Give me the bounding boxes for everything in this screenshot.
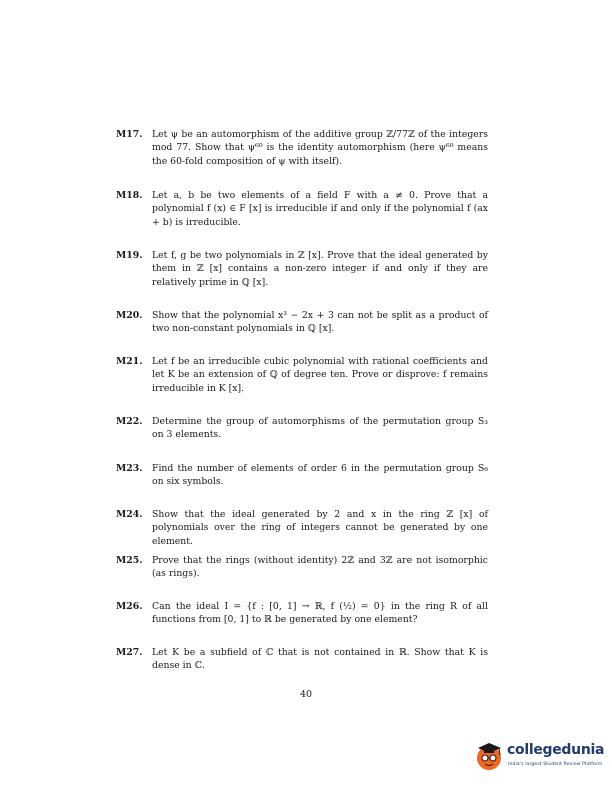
problem-m20: [116, 309, 488, 336]
problem-number: M20.: [116, 310, 143, 321]
problem-text: Let f be an irreducible cubic polynomial with rational coefficients and let K be an extension of ℚ of degree ten. Prove or disprove: f remains irreducible in K [x].: [152, 356, 488, 394]
problem-number: M17.: [116, 129, 143, 140]
problem-m27: [116, 646, 488, 673]
logo-wordmark: collegedunia: [507, 742, 605, 758]
problem-text: Let a, b be two elements of a field F with a ≠ 0. Prove that a polynomial f (x) ∈ F [x] is irreducible if and only if the polynomial f (ax + b) is irreducible.: [152, 190, 488, 228]
problem-number: M24.: [116, 509, 143, 520]
problem-m23: [116, 462, 488, 489]
problem-number: M21.: [116, 356, 143, 367]
collegedunia-logo: [474, 738, 606, 778]
problem-number: M18.: [116, 190, 143, 201]
problem-text: Find the number of elements of order 6 in the permutation group S₆ on six symbols.: [152, 463, 488, 488]
problem-m19: [116, 249, 488, 289]
problem-m17: [116, 128, 488, 168]
problem-number: M23.: [116, 463, 143, 474]
logo-tagline: India's largest Student Review Platform: [508, 762, 603, 767]
problem-text: Let K be a subfield of ℂ that is not contained in ℝ. Show that K is dense in ℂ.: [152, 647, 488, 672]
problem-m26: [116, 600, 488, 627]
problem-m24: [116, 508, 488, 548]
problem-text: Show that the ideal generated by 2 and x in the ring ℤ [x] of polynomials over the ring of integers cannot be generated by one element.: [152, 509, 488, 547]
problem-number: M19.: [116, 250, 143, 261]
problem-m22: [116, 415, 488, 442]
problem-text: Determine the group of automorphisms of the permutation group S₃ on 3 elements.: [152, 416, 488, 441]
problem-m25: [116, 554, 488, 581]
problem-number: M27.: [116, 647, 143, 658]
graduate-mascot-icon: [474, 738, 510, 774]
problem-number: M22.: [116, 416, 143, 427]
problem-number: M26.: [116, 601, 143, 612]
problem-text: Can the ideal I = {f : [0, 1] → ℝ, f (½) = 0} in the ring R of all functions from [0, 1] to ℝ be generated by one element?: [152, 601, 488, 626]
problem-text: Let f, g be two polynomials in ℤ [x]. Prove that the ideal generated by them in ℤ [x] contains a non-zero integer if and only if they are relatively prime in ℚ [x].: [152, 250, 488, 288]
problem-m18: [116, 189, 488, 229]
problem-text: Let ψ be an automorphism of the additive group ℤ/77ℤ of the integers mod 77. Show that ψ⁶⁰ is the identity automorphism (here ψ⁶⁰ means the 60-fold composition of ψ with itself).: [152, 129, 488, 167]
problem-number: M25.: [116, 555, 143, 566]
problem-m21: [116, 355, 488, 395]
page-number: 40: [299, 689, 313, 700]
problem-text: Prove that the rings (without identity) 2ℤ and 3ℤ are not isomorphic (as rings).: [152, 555, 488, 580]
problem-text: Show that the polynomial x³ − 2x + 3 can not be split as a product of two non-constant polynomials in ℚ [x].: [152, 310, 488, 335]
